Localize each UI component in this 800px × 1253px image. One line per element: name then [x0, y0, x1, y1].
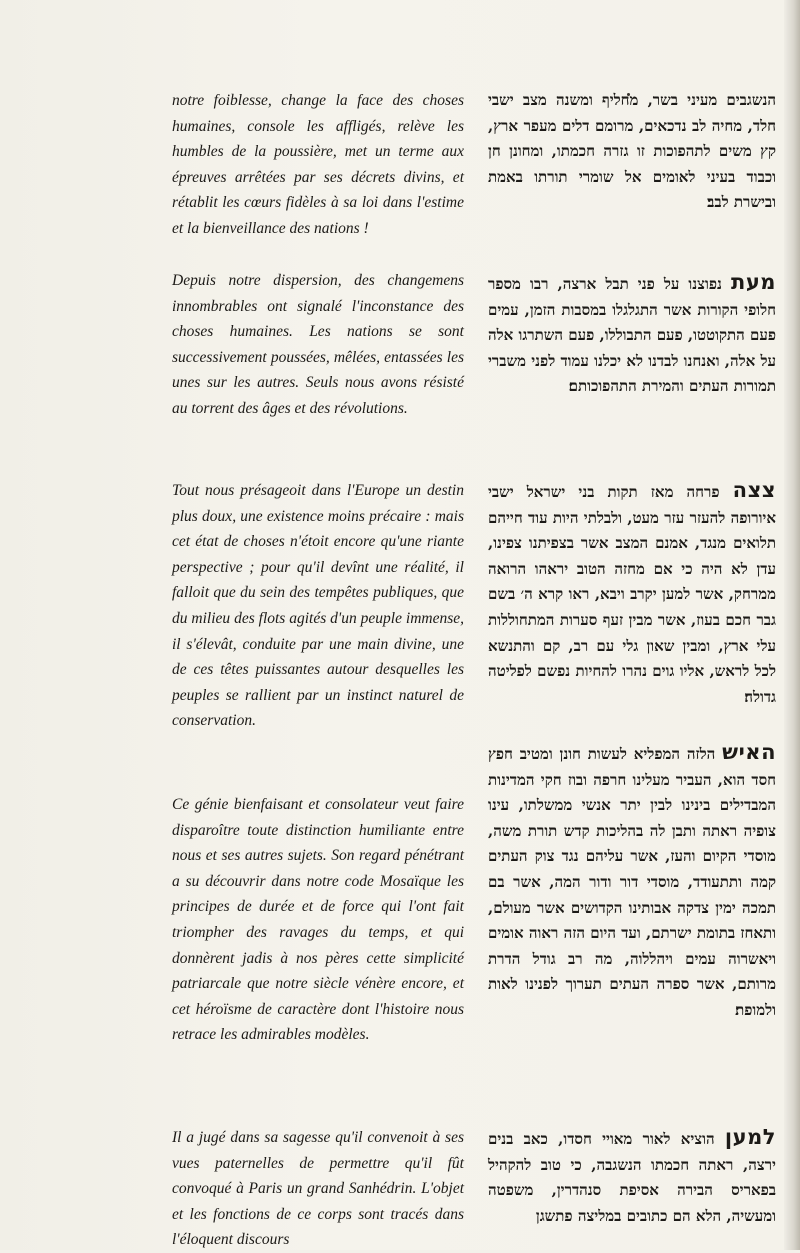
french-paragraph-5: Il a jugé dans sa sagesse qu'il convenoit à ses vues paternelles de permettre qu'il fût convoqué à Paris un grand Sanhédrin. L'objet et les fonctions de ce corps sont tracés dans l'éloquent discours: [172, 1129, 464, 1249]
hebrew-paragraph-3-text: פרחה מאז תקות בני ישראל ישבי איורופה להעזר עזר מעט, ולבלתי היות עוד חייהם תלואים מנגד, אמנם המצב אשר בצפיתנו צפינו, עדן לא היה כי אם מחזה הטוב יראהו הרואה ממרחק, אשר למען יקרב ויבא, ראו קרא ה׳ בשם גבר חכם בעוז, אשר מבין זעף סערות המתחוללות עלי ארץ, ומבין שאון גלי עם רב, קם והתנשא לכל לראש, אליו גוים נהרו להחיות נפשם לפליטה גדולה׃: [488, 483, 776, 706]
hebrew-paragraph-1: [488, 88, 776, 216]
hebrew-paragraph-5: [488, 1125, 776, 1229]
hebrew-paragraph-3: [488, 478, 776, 710]
hebrew-paragraph-2-text: נפוצנו על פני תבל ארצה, רבו מספר חלופי הקורות אשר התגלגלו במסבות הזמן, עמים פעם התקוטטו, פעם התבוללו, פעם השתרגו אלה על אלה, ואנחנו לבדנו לא יכלנו עמוד לפני משברי תמורות העתים והמירת התהפוכותם׃: [487, 275, 776, 396]
page-edge: [784, 0, 800, 1250]
hebrew-paragraph-2: [488, 270, 776, 400]
hebrew-paragraph-4-text: הלזה המפליא לעשות חונן ומטיב חפץ חסד הוא, העביר מעלינו חרפה ובוז חקי המדינות המבדילים בינינו לבין יתר אנשי ממשלתו, עינו צופיה ראתה ותבן לה בהליכות קדש תורת משה, מוסדי הקיום והעז, אשר עליהם נגד צוק העתים קמה ותתעודד, מוסדי דור ודור המה, אשר בם תמכה ימין צדקה אבותינו הקדושים אשר מעולם, ותאחז בתומת ישרתם, ועד היום הזה ראוה אומים ויאשרוה עמים ויהללוה, מה רב גודל הדרת מרותם, אשר ספרה העתים תערוך לפנינו לאות ולמופת׃: [488, 745, 776, 1019]
french-paragraph-1: notre foiblesse, change la face des choses humaines, console les affligés, relève les humbles de la poussière, met un terme aux épreuves arrêtées par ses décrets divins, et rétablit les cœurs fidèles à sa loi dans l'estime et la bienveillance des nations !: [172, 92, 464, 237]
french-paragraph-4: Ce génie bienfaisant et consolateur veut faire disparoître toute distinction humiliante entre nous et ses autres sujets. Son regard pénétrant a su découvrir dans notre code Mosaïque les principes de durée et de force qui l'ont fait triompher des ravages du temps, et qui donnèrent jadis à nos pères cette simplicité patriarcale que notre siècle vénère encore, et cet héroïsme de caractère dont l'histoire nous retrace les admirables modèles.: [172, 796, 464, 1044]
hebrew-paragraph-4: [488, 740, 776, 1024]
hebrew-lead-word-3: צצה: [732, 478, 776, 502]
hebrew-lead-word-4: האיש: [722, 740, 776, 764]
hebrew-paragraph-1-text: הנשגבים מעיני בשר, מחליף ומשנה מצב ישבי חלד, מחיה לב נדכאים, מרומם דלים מעפר ארץ, קץ משים לתהפוכות זו גזרה חכמתו, ומחונן חן וכבוד בעיני לאומים אל שומרי תורתו באמת ובישרת לבב׃: [488, 91, 776, 212]
hebrew-paragraph-5-text: הוציא לאור מאויי חסדו, כאב בנים ירצה, ראתה חכמתו הנשגבה, כי טוב להקהיל בפאריס הבירה אסיפת סנהדרין, משפטה ומעשיה, הלא הם כתובים במליצה פתשגן: [488, 1130, 776, 1225]
french-paragraph-2: Depuis notre dispersion, des changemens innombrables ont signalé l'inconstance des choses humaines. Les nations se sont successivement poussées, mêlées, entassées les unes sur les autres. Seuls nous avons résisté au torrent des âges et des révolutions.: [172, 272, 464, 417]
hebrew-lead-word-2: מעת: [730, 270, 776, 294]
french-paragraph-3: Tout nous présageoit dans l'Europe un destin plus doux, une existence moins précaire : mais cet état de choses n'étoit encore qu'une riante perspective ; pour qu'il devînt une réalité, il falloit que du sein des tempêtes publiques, que du milieu des flots agités d'un peuple immense, il s'élevât, conduite par une main divine, une de ces têtes puissantes autour desquelles les peuples se rallient par un instinct naturel de conservation.: [172, 482, 464, 730]
hebrew-lead-word-5: למען: [724, 1125, 776, 1149]
